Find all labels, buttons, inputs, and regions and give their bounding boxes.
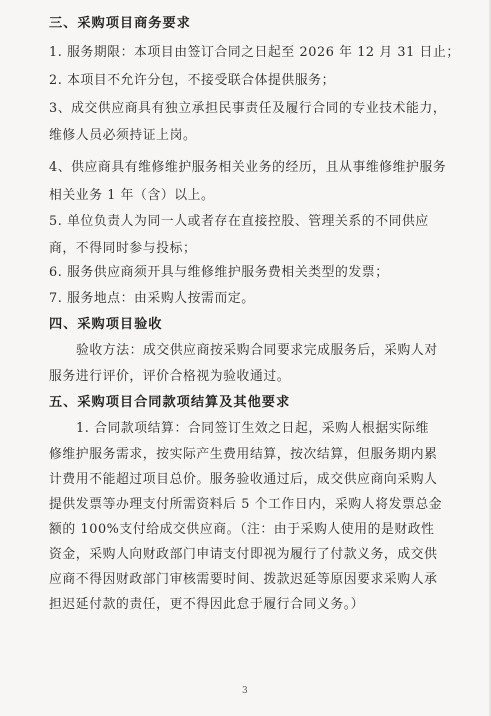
paragraph-line: 应商不得因财政部门审核需要时间、拨款迟延等原因要求采购人承 — [49, 572, 438, 587]
paragraph-line: 7. 服务地点：由采购人按需而定。 — [49, 291, 255, 306]
paragraph-line: 担迟延付款的责任，更不得因此怠于履行合同义务。） — [49, 597, 365, 612]
paragraph-line: 4、供应商具有维修维护服务相关业务的经历，且从事维修维护服务 — [49, 160, 447, 175]
section-heading-settlement: 五、采购项目合同款项结算及其他要求 — [49, 395, 291, 410]
section-heading-acceptance: 四、采购项目验收 — [49, 317, 163, 332]
paragraph-line: 5. 单位负责人为同一人或者存在直接控股、管理关系的不同供应 — [49, 214, 429, 229]
paragraph-line: 2. 本项目不允许分包，不接受联合体提供服务； — [49, 73, 336, 88]
section-heading-business-requirements: 三、采购项目商务要求 — [49, 16, 191, 31]
page-number: 3 — [242, 686, 248, 696]
paragraph-line: 服务进行评价，评价合格视为验收通过。 — [49, 369, 291, 384]
paragraph-line: 提供发票等办理支付所需资料后 5 个工作日内，采购人将发票总金 — [49, 497, 443, 512]
paragraph-line: 1. 合同款项结算：合同签订生效之日起，采购人根据实际维 — [76, 421, 429, 436]
paragraph-line: 3、成交供应商具有独立承担民事责任及履行合同的专业技术能力， — [49, 101, 447, 116]
paragraph-line: 验收方法：成交供应商按采购合同要求完成服务后，采购人对 — [76, 343, 438, 358]
paragraph-line: 6. 服务供应商须开具与维修维护服务费相关类型的发票； — [49, 265, 389, 280]
paragraph-line: 额的 100%支付给成交供应商。（注：由于采购人使用的是财政性 — [49, 522, 435, 537]
paragraph-line: 资金，采购人向财政部门申请支付即视为履行了付款义务，成交供 — [49, 547, 438, 562]
paragraph-line: 计费用不能超过项目总价。服务验收通过后，成交供应商向采购人 — [49, 472, 438, 487]
paragraph-line: 1. 服务期限：本项目由签订合同之日起至 2026 年 12 月 31 日止； — [49, 45, 460, 60]
paragraph-line: 修维护服务需求，按实际产生费用结算，按次结算，但服务期内累 — [49, 447, 438, 462]
paragraph-line: 商，不得同时参与投标； — [49, 241, 197, 256]
paragraph-line: 相关业务 1 年（含）以上。 — [49, 188, 215, 203]
paragraph-line: 维修人员必须持证上岗。 — [49, 128, 197, 143]
